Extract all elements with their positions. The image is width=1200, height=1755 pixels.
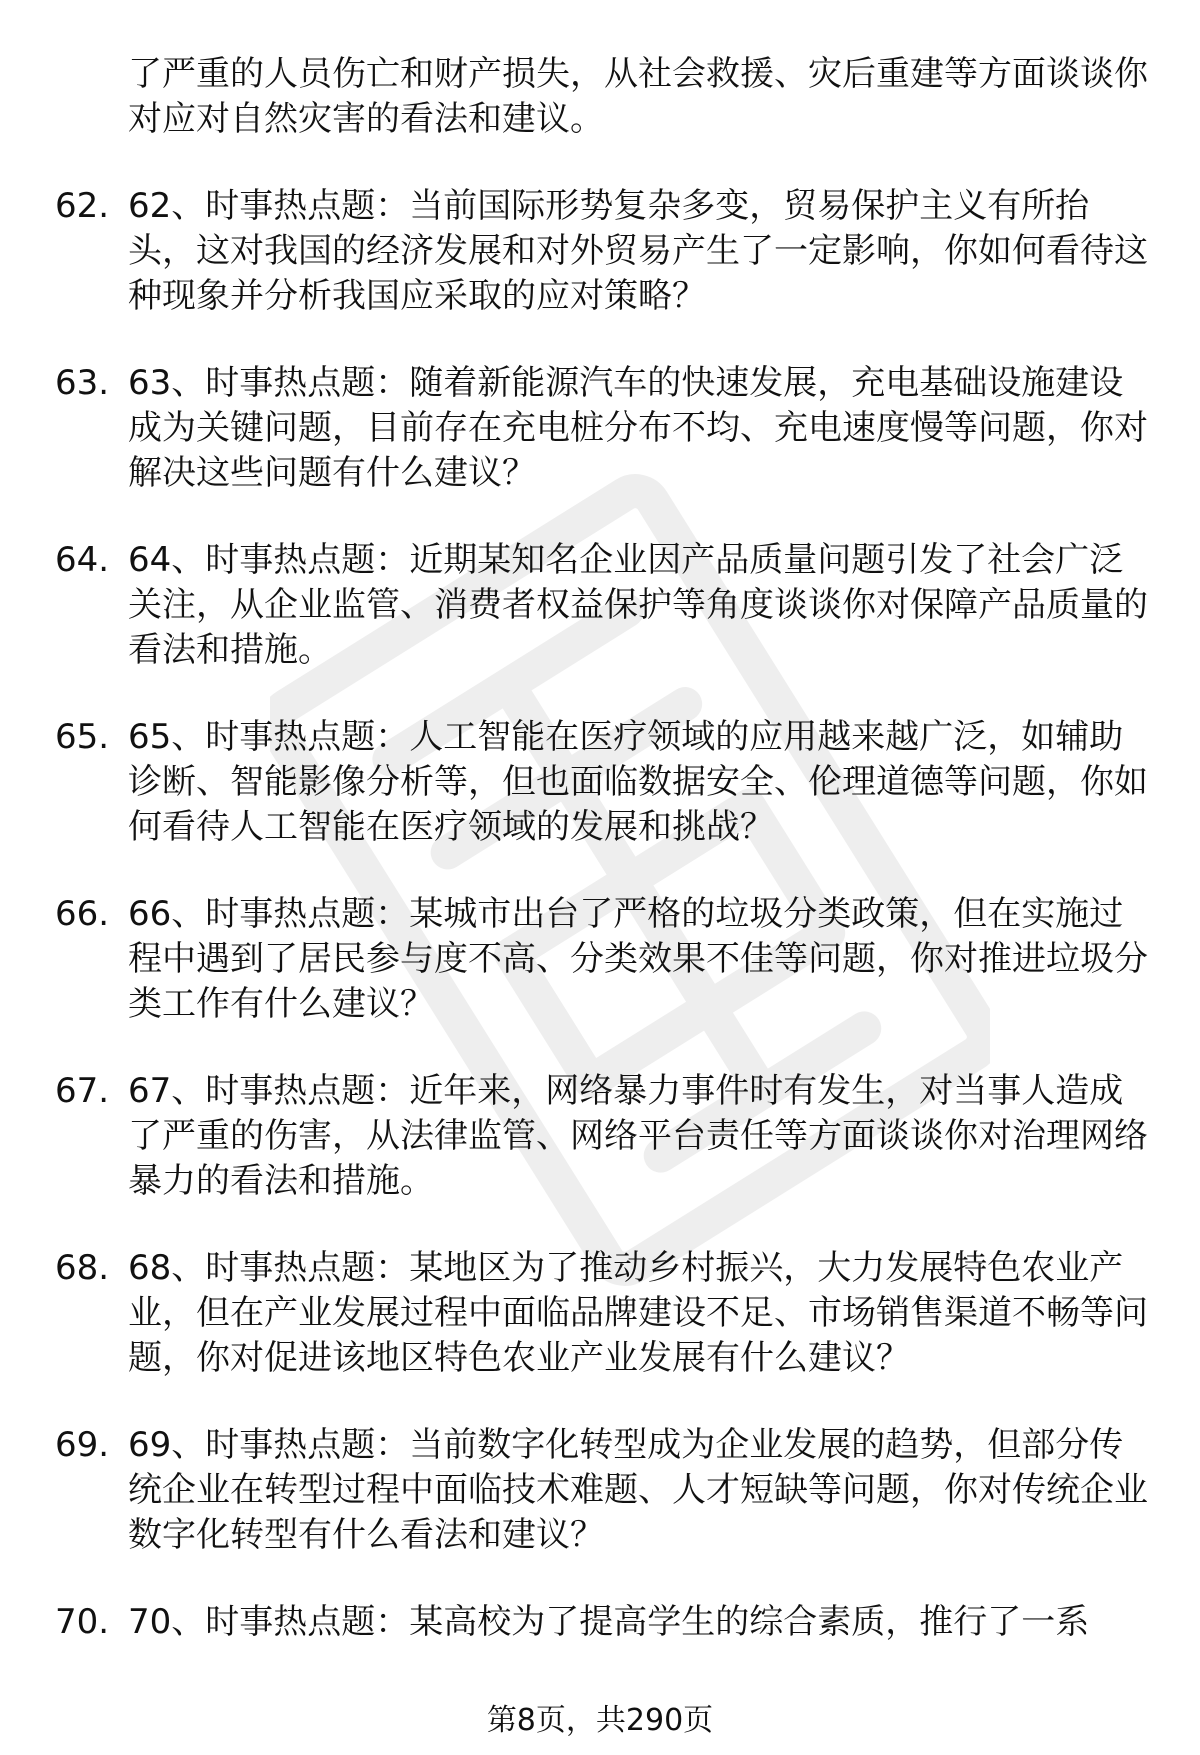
continuation-paragraph bbox=[0, 52, 1200, 142]
question-text: 64、时事热点题：近期某知名企业因产品质量问题引发了社会广泛关注，从企业监管、消费者权益保护等角度谈谈你对保障产品质量的看法和措施。 bbox=[128, 540, 1148, 670]
question-item bbox=[0, 538, 1200, 673]
question-number: 65. bbox=[55, 717, 110, 757]
question-text: 62、时事热点题：当前国际形势复杂多变，贸易保护主义有所抬头，这对我国的经济发展和对外贸易产生了一定影响，你如何看待这种现象并分析我国应采取的应对策略？ bbox=[128, 186, 1148, 316]
question-text: 69、时事热点题：当前数字化转型成为企业发展的趋势，但部分传统企业在转型过程中面临技术难题、人才短缺等问题，你对传统企业数字化转型有什么看法和建议？ bbox=[128, 1425, 1148, 1555]
question-list bbox=[0, 52, 1200, 1645]
question-item bbox=[0, 1423, 1200, 1558]
question-number: 62. bbox=[55, 186, 110, 226]
question-text: 70、时事热点题：某高校为了提高学生的综合素质，推行了一系 bbox=[128, 1602, 1090, 1642]
question-item bbox=[0, 1600, 1200, 1645]
question-number: 67. bbox=[55, 1071, 110, 1111]
question-text: 68、时事热点题：某地区为了推动乡村振兴，大力发展特色农业产业，但在产业发展过程中面临品牌建设不足、市场销售渠道不畅等问题，你对促进该地区特色农业产业发展有什么建议？ bbox=[128, 1248, 1148, 1378]
question-number: 69. bbox=[55, 1425, 110, 1465]
question-text: 66、时事热点题：某城市出台了严格的垃圾分类政策，但在实施过程中遇到了居民参与度不高、分类效果不佳等问题，你对推进垃圾分类工作有什么建议？ bbox=[128, 894, 1148, 1024]
question-number: 68. bbox=[55, 1248, 110, 1288]
question-number: 64. bbox=[55, 540, 110, 580]
question-item bbox=[0, 1246, 1200, 1381]
question-item bbox=[0, 184, 1200, 319]
continuation-text: 了严重的人员伤亡和财产损失，从社会救援、灾后重建等方面谈谈你对应对自然灾害的看法和建议。 bbox=[128, 54, 1148, 139]
question-text: 65、时事热点题：人工智能在医疗领域的应用越来越广泛，如辅助诊断、智能影像分析等，但也面临数据安全、伦理道德等问题，你如何看待人工智能在医疗领域的发展和挑战？ bbox=[128, 717, 1148, 847]
question-item bbox=[0, 715, 1200, 850]
question-number: 63. bbox=[55, 363, 110, 403]
question-number: 70. bbox=[55, 1602, 110, 1642]
question-text: 67、时事热点题：近年来，网络暴力事件时有发生，对当事人造成了严重的伤害，从法律监管、网络平台责任等方面谈谈你对治理网络暴力的看法和措施。 bbox=[128, 1071, 1148, 1201]
question-number: 66. bbox=[55, 894, 110, 934]
page-footer: 第8页，共290页 bbox=[486, 1703, 714, 1738]
question-text: 63、时事热点题：随着新能源汽车的快速发展，充电基础设施建设成为关键问题，目前存在充电桩分布不均、充电速度慢等问题，你对解决这些问题有什么建议？ bbox=[128, 363, 1148, 493]
question-item bbox=[0, 361, 1200, 496]
question-item bbox=[0, 892, 1200, 1027]
question-item bbox=[0, 1069, 1200, 1204]
